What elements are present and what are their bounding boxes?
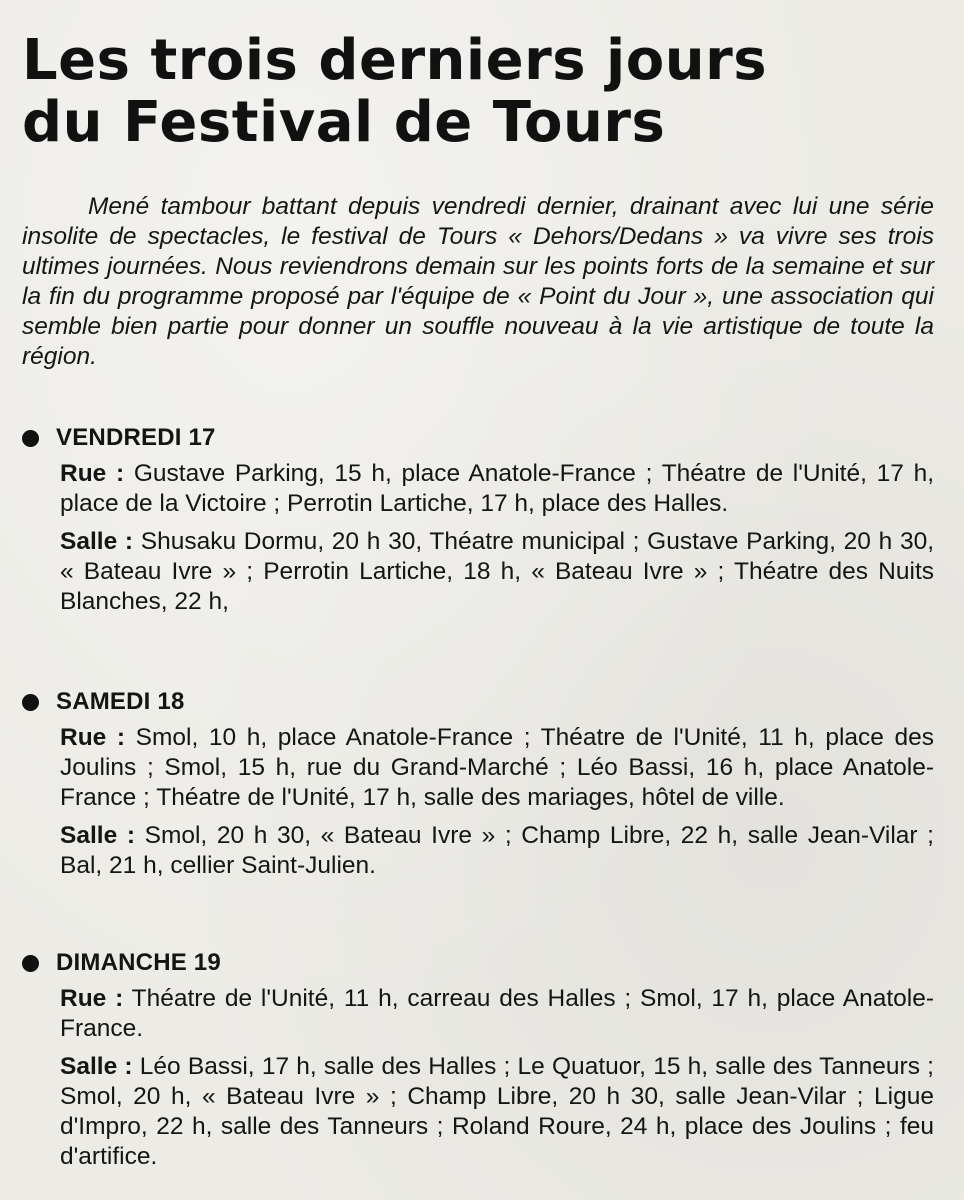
rue-text: Gustave Parking, 15 h, place Anatole-France ; Théatre de l'Unité, 17 h, place de la Victoire ; Perrotin Lartiche, 17 h, place des Halles. xyxy=(60,460,935,517)
salle-label: Salle : xyxy=(60,822,135,849)
day-heading xyxy=(22,423,934,453)
salle-label: Salle : xyxy=(60,528,134,555)
article-headline: Les trois derniers jours du Festival de Tours xyxy=(22,28,768,155)
salle-schedule xyxy=(60,1052,934,1172)
day-title: VENDREDI 17 xyxy=(56,424,216,451)
rue-schedule xyxy=(60,984,934,1044)
rue-schedule xyxy=(60,723,934,813)
rue-text: Smol, 10 h, place Anatole-France ; Théatre de l'Unité, 11 h, place des Joulins ; Smol, 15 h, rue du Grand-Marché ; Léo Bassi, 16 h, place Anatole-France ; Théatre de l'Unité, 17 h, salle des mariages, hôtel de ville. xyxy=(60,724,935,811)
bullet-icon xyxy=(22,430,39,447)
day-section-samedi xyxy=(22,687,934,889)
day-section-vendredi xyxy=(22,423,934,625)
bullet-icon xyxy=(22,694,39,711)
rue-schedule xyxy=(60,459,934,519)
bullet-icon xyxy=(22,955,39,972)
salle-text: Léo Bassi, 17 h, salle des Halles ; Le Quatuor, 15 h, salle des Tanneurs ; Smol, 20 h, « Bateau Ivre » ; Champ Libre, 20 h 30, salle Jean-Vilar ; Ligue d'Impro, 22 h, salle des Tanneurs ; Roland Roure, 24 h, place des Joulins ; feu d'artifice. xyxy=(60,1053,934,1170)
rue-text: Théatre de l'Unité, 11 h, carreau des Halles ; Smol, 17 h, place Anatole-France. xyxy=(60,985,935,1042)
article-intro: Mené tambour battant depuis vendredi dernier, drainant avec lui une série insolite de spectacles, le festival de Tours « Dehors/Dedans » va vivre ses trois ultimes journées. Nous reviendrons demain sur les points forts de la semaine et sur la fin du programme proposé par l'équipe de « Point du Jour », une association qui semble bien partie pour donner un souffle nouveau à la vie artistique de toute la région. xyxy=(22,193,934,370)
day-heading xyxy=(22,687,934,717)
salle-text: Shusaku Dormu, 20 h 30, Théatre municipal ; Gustave Parking, 20 h 30, « Bateau Ivre » ; Perrotin Lartiche, 18 h, « Bateau Ivre » ; Théatre des Nuits Blanches, 22 h, xyxy=(60,528,934,615)
salle-schedule xyxy=(60,527,934,617)
day-section-dimanche xyxy=(22,948,934,1180)
salle-label: Salle : xyxy=(60,1053,133,1080)
salle-schedule xyxy=(60,821,934,881)
day-title: SAMEDI 18 xyxy=(56,688,185,715)
rue-label: Rue : xyxy=(60,985,124,1012)
rue-label: Rue : xyxy=(60,724,126,751)
salle-text: Smol, 20 h 30, « Bateau Ivre » ; Champ Libre, 22 h, salle Jean-Vilar ; Bal, 21 h, cellier Saint-Julien. xyxy=(60,822,934,879)
day-title: DIMANCHE 19 xyxy=(56,949,221,976)
rue-label: Rue : xyxy=(60,460,125,487)
day-heading xyxy=(22,948,934,978)
